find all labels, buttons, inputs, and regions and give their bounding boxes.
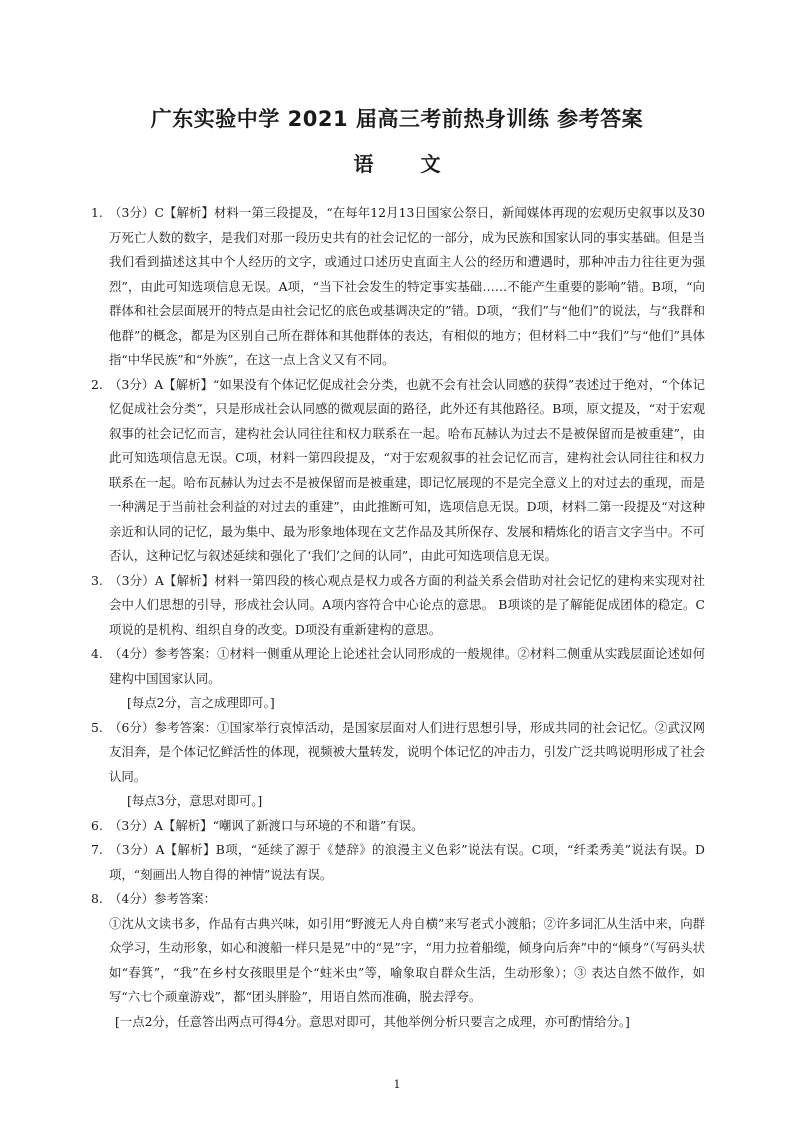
- answer-text: （3分）A【解析】“嘲讽了新渡口与环境的不和谐”有误。: [109, 817, 424, 833]
- question-number: 5.: [91, 719, 103, 735]
- answer-text: （4分）参考答案：①材料一侧重从理论上论述社会认同形成的一般规律。②材料二侧重从实践层面论述如何建构中国国家认同。: [109, 646, 705, 686]
- question-number: 1.: [91, 205, 103, 220]
- answer-item-4: [91, 642, 705, 691]
- question-number: 3.: [91, 572, 103, 588]
- question-number: 6.: [91, 817, 103, 833]
- answer-item-7: [91, 838, 705, 887]
- answer-detail: ①沈从文读书多，作品有古典兴味，如引用“野渡无人舟自横”来写老式小渡船；②许多词汇从生活中来，向群众学习，生动形象，如心和渡船一样只是晃”中的“晃”字，“用力拉着船缆，倾身向后奔”中的“倾身”（写码头状如“春箕”，“我”在乡村女孩眼里是个“蛀米虫”等，喻象取自群众生活，生动形象）；③ 表达自然不做作，如写“六七个顽童游戏”，都“团头胖脸”，用语自然而准确，脱去浮夸。: [109, 915, 705, 1004]
- answer-text: （3分）A【解析】B项，“延续了源于《楚辞》的浪漫主义色彩”说法有误。C项，“纤柔秀美”说法有误。D项，“刻画出人物自得的神情”说法有误。: [109, 842, 705, 882]
- question-number: 8.: [91, 891, 103, 906]
- scoring-note: [每点3分，意思对即可。]: [127, 793, 263, 808]
- answer-text: （3分）A【解析】“如果没有个体记忆促成社会分类，也就不会有社会认同感的获得”表述过于绝对，“个体记忆促成社会分类”，只是形成社会认同感的微观层面的路径，此外还有其他路径。B项，原文提及，“对于宏观叙事的社会记忆而言，建构社会认同往往和权力联系在一起。哈布瓦赫认为过去不是被保留而是被重建”，由此可知选项信息无误。C项，材料一第四段提及，“对于宏观叙事的社会记忆而言，建构社会认同往往和权力联系在一起。哈布瓦赫认为过去不是被保留而是被重建，即记忆展现的不是完全意义上的对过去的重现，而是一种满足于当前社会利益的对过去的重建”，由此推断可知，选项信息无误。D项，材料二第一段提及“对这种亲近和认同的记忆，最为集中、最为形象地体现在文艺作品及其所保存、发展和精炼化的语言文字当中。不可否认，这种记忆与叙述延续和强化了‘我们’之间的认同”，由此可知选项信息无误。: [109, 376, 705, 563]
- scoring-note: [一点2分，任意答出两点可得4分。意思对即可，其他举例分析只要言之成理，亦可酌情给分。]: [115, 1013, 630, 1029]
- page-number: 1: [393, 1078, 401, 1091]
- answer-item-8: [91, 887, 705, 912]
- answer-text: （3分）A【解析】材料一第四段的核心观点是权力或各方面的利益关系会借助对社会记忆的建构来实现对社会中人们思想的引导，形成社会认同。A项内容符合中心论点的意思。 B项谈的是了解能促成团体的稳定。C项说的是机构、组织自身的改变。D项没有重新建构的意思。: [109, 572, 705, 637]
- question-number: 2.: [91, 376, 103, 392]
- page-title: 广东实验中学 2021 届高三考前热身训练 参考答案: [150, 107, 644, 131]
- subject-heading: 语 文: [353, 152, 441, 176]
- answer-text: （4分）参考答案：: [109, 891, 217, 906]
- answer-item-1: [91, 201, 705, 373]
- answer-item-2: [91, 373, 705, 569]
- answer-text: （3分）C【解析】材料一第三段提及，“在每年12月13日国家公祭日，新闻媒体再现的宏观历史叙事以及30万死亡人数的数字，是我们对那一段历史共有的社会记忆的一部分，成为民族和国家认同的事实基础。但是当我们看到描述这其中个人经历的文字，或通过口述历史直面主人公的经历和遭遇时，那种冲击力往往更为强烈”，由此可知选项信息无误。A项，“当下社会发生的特定事实基础……不能产生重要的影响”错。B项，“向群体和社会层面展开的特点是由社会记忆的底色或基调决定的”错。D项，“我们”与“他们”的说法，与“我群和他群”的概念，都是为区别自己所在群体和其他群体的表达，有相似的地方；但材料二中“我们”与“他们”具体指“中华民族”和“外族”，在这一点上含义又有不同。: [109, 205, 705, 367]
- answer-item-6: [91, 814, 705, 839]
- answer-item-3: [91, 569, 705, 643]
- question-number: 7.: [91, 842, 103, 857]
- question-number: 4.: [91, 646, 103, 661]
- answer-body: [91, 201, 705, 1034]
- answer-item-5: [91, 716, 705, 790]
- answer-text: （6分）参考答案：①国家举行哀悼活动，是国家层面对人们进行思想引导，形成共同的社会记忆。②武汉网友泪奔，是个体记忆鲜活性的体现，视频被大量转发，说明个体记忆的冲击力，引发广泛共鸣说明形成了社会认同。: [109, 719, 705, 784]
- scoring-note: [每点2分，言之成理即可。]: [127, 695, 275, 710]
